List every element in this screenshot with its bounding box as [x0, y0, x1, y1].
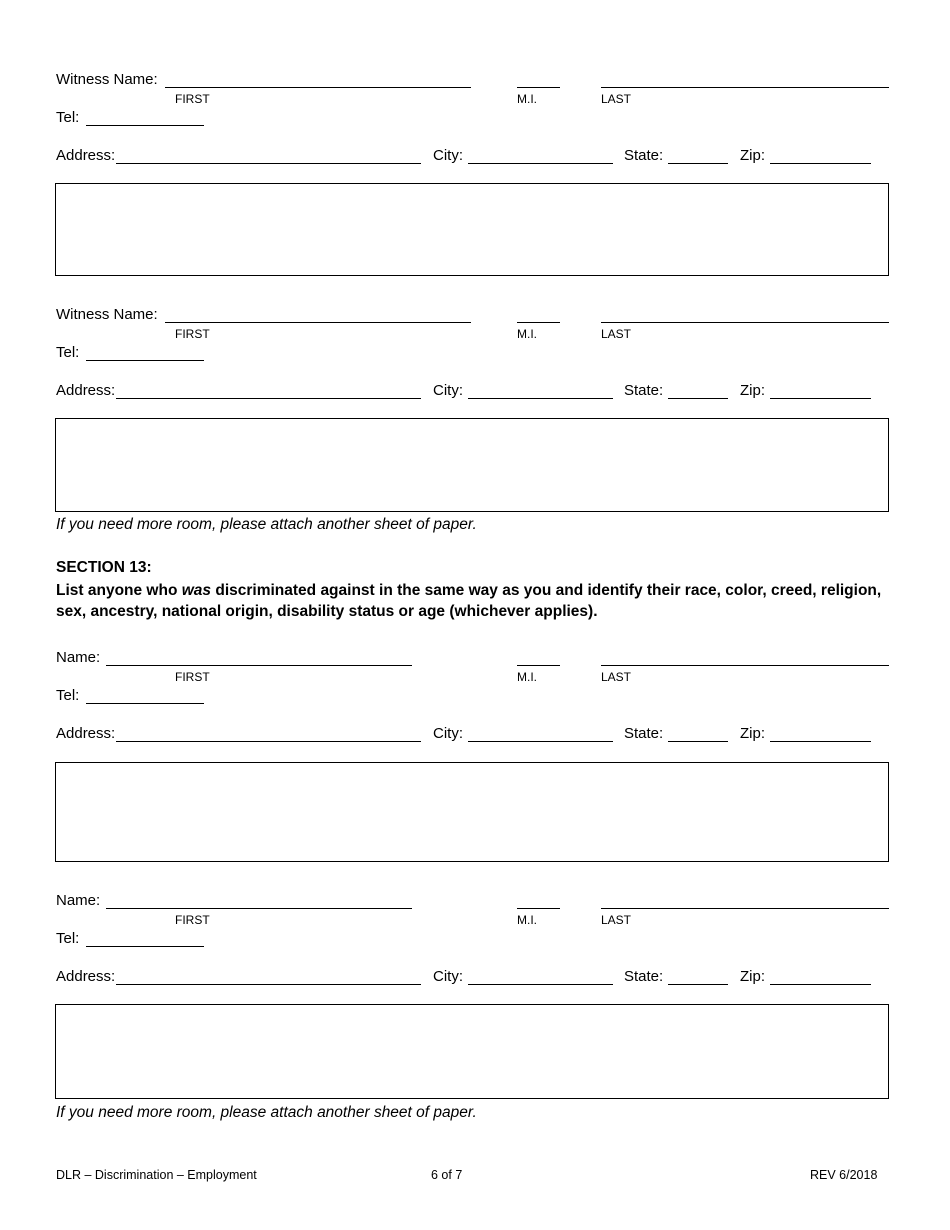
last-caption: LAST	[601, 92, 632, 106]
person-details-box[interactable]	[55, 1004, 889, 1099]
tel-field[interactable]	[86, 946, 204, 947]
first-caption: FIRST	[175, 913, 210, 927]
last-caption: LAST	[601, 327, 632, 341]
last-name-field[interactable]	[601, 665, 889, 666]
state-label: State:	[624, 382, 664, 399]
city-label: City:	[433, 147, 463, 164]
mi-caption: M.I.	[517, 913, 537, 927]
section-13-title: SECTION 13:	[56, 559, 152, 576]
state-label: State:	[624, 968, 664, 985]
address-label: Address:	[56, 382, 116, 399]
state-label: State:	[624, 147, 664, 164]
more-room-note: If you need more room, please attach another sheet of paper.	[56, 516, 477, 533]
last-name-field[interactable]	[601, 908, 889, 909]
tel-label: Tel:	[56, 687, 80, 704]
address-field[interactable]	[116, 741, 421, 742]
zip-label: Zip:	[740, 382, 766, 399]
section-13-desc-text-cont: discriminated against in the same way as you and identify their race, color, creed, religion, sex, ancestry, national origin, disability status or age (whichever applies).	[56, 582, 882, 620]
last-name-field[interactable]	[601, 322, 889, 323]
middle-initial-field[interactable]	[517, 87, 560, 88]
zip-field[interactable]	[770, 741, 871, 742]
zip-label: Zip:	[740, 968, 766, 985]
first-name-field[interactable]	[106, 908, 412, 909]
address-field[interactable]	[116, 984, 421, 985]
witness-name-label: Witness Name:	[56, 306, 158, 323]
footer-page-number: 6 of 7	[431, 1168, 463, 1182]
address-field[interactable]	[116, 398, 421, 399]
state-field[interactable]	[668, 984, 728, 985]
tel-label: Tel:	[56, 344, 80, 361]
city-field[interactable]	[468, 163, 613, 164]
zip-field[interactable]	[770, 163, 871, 164]
middle-initial-field[interactable]	[517, 665, 560, 666]
section-13-desc-text: List anyone who	[56, 582, 182, 599]
first-name-field[interactable]	[165, 322, 471, 323]
section-13-description	[56, 580, 896, 622]
address-label: Address:	[56, 968, 116, 985]
witness-details-box[interactable]	[55, 183, 889, 276]
city-label: City:	[433, 968, 463, 985]
state-field[interactable]	[668, 163, 728, 164]
witness-name-label: Witness Name:	[56, 71, 158, 88]
zip-field[interactable]	[770, 398, 871, 399]
last-name-field[interactable]	[601, 87, 889, 88]
state-field[interactable]	[668, 398, 728, 399]
tel-field[interactable]	[86, 703, 204, 704]
tel-field[interactable]	[86, 360, 204, 361]
name-label: Name:	[56, 649, 101, 666]
first-caption: FIRST	[175, 670, 210, 684]
first-caption: FIRST	[175, 92, 210, 106]
city-label: City:	[433, 725, 463, 742]
middle-initial-field[interactable]	[517, 908, 560, 909]
witness-details-box[interactable]	[55, 418, 889, 512]
mi-caption: M.I.	[517, 670, 537, 684]
footer-form-name: DLR – Discrimination – Employment	[56, 1168, 257, 1182]
section-13-desc-emphasis: was	[181, 582, 212, 599]
zip-label: Zip:	[740, 147, 766, 164]
city-field[interactable]	[468, 984, 613, 985]
tel-label: Tel:	[56, 930, 80, 947]
city-field[interactable]	[468, 398, 613, 399]
address-label: Address:	[56, 147, 116, 164]
footer-revision: REV 6/2018	[810, 1168, 878, 1182]
tel-field[interactable]	[86, 125, 204, 126]
mi-caption: M.I.	[517, 327, 537, 341]
address-field[interactable]	[116, 163, 421, 164]
mi-caption: M.I.	[517, 92, 537, 106]
first-name-field[interactable]	[106, 665, 412, 666]
city-field[interactable]	[468, 741, 613, 742]
first-name-field[interactable]	[165, 87, 471, 88]
state-label: State:	[624, 725, 664, 742]
first-caption: FIRST	[175, 327, 210, 341]
person-details-box[interactable]	[55, 762, 889, 862]
last-caption: LAST	[601, 913, 632, 927]
last-caption: LAST	[601, 670, 632, 684]
address-label: Address:	[56, 725, 116, 742]
more-room-note: If you need more room, please attach another sheet of paper.	[56, 1104, 477, 1121]
middle-initial-field[interactable]	[517, 322, 560, 323]
tel-label: Tel:	[56, 109, 80, 126]
name-label: Name:	[56, 892, 101, 909]
state-field[interactable]	[668, 741, 728, 742]
zip-label: Zip:	[740, 725, 766, 742]
zip-field[interactable]	[770, 984, 871, 985]
city-label: City:	[433, 382, 463, 399]
